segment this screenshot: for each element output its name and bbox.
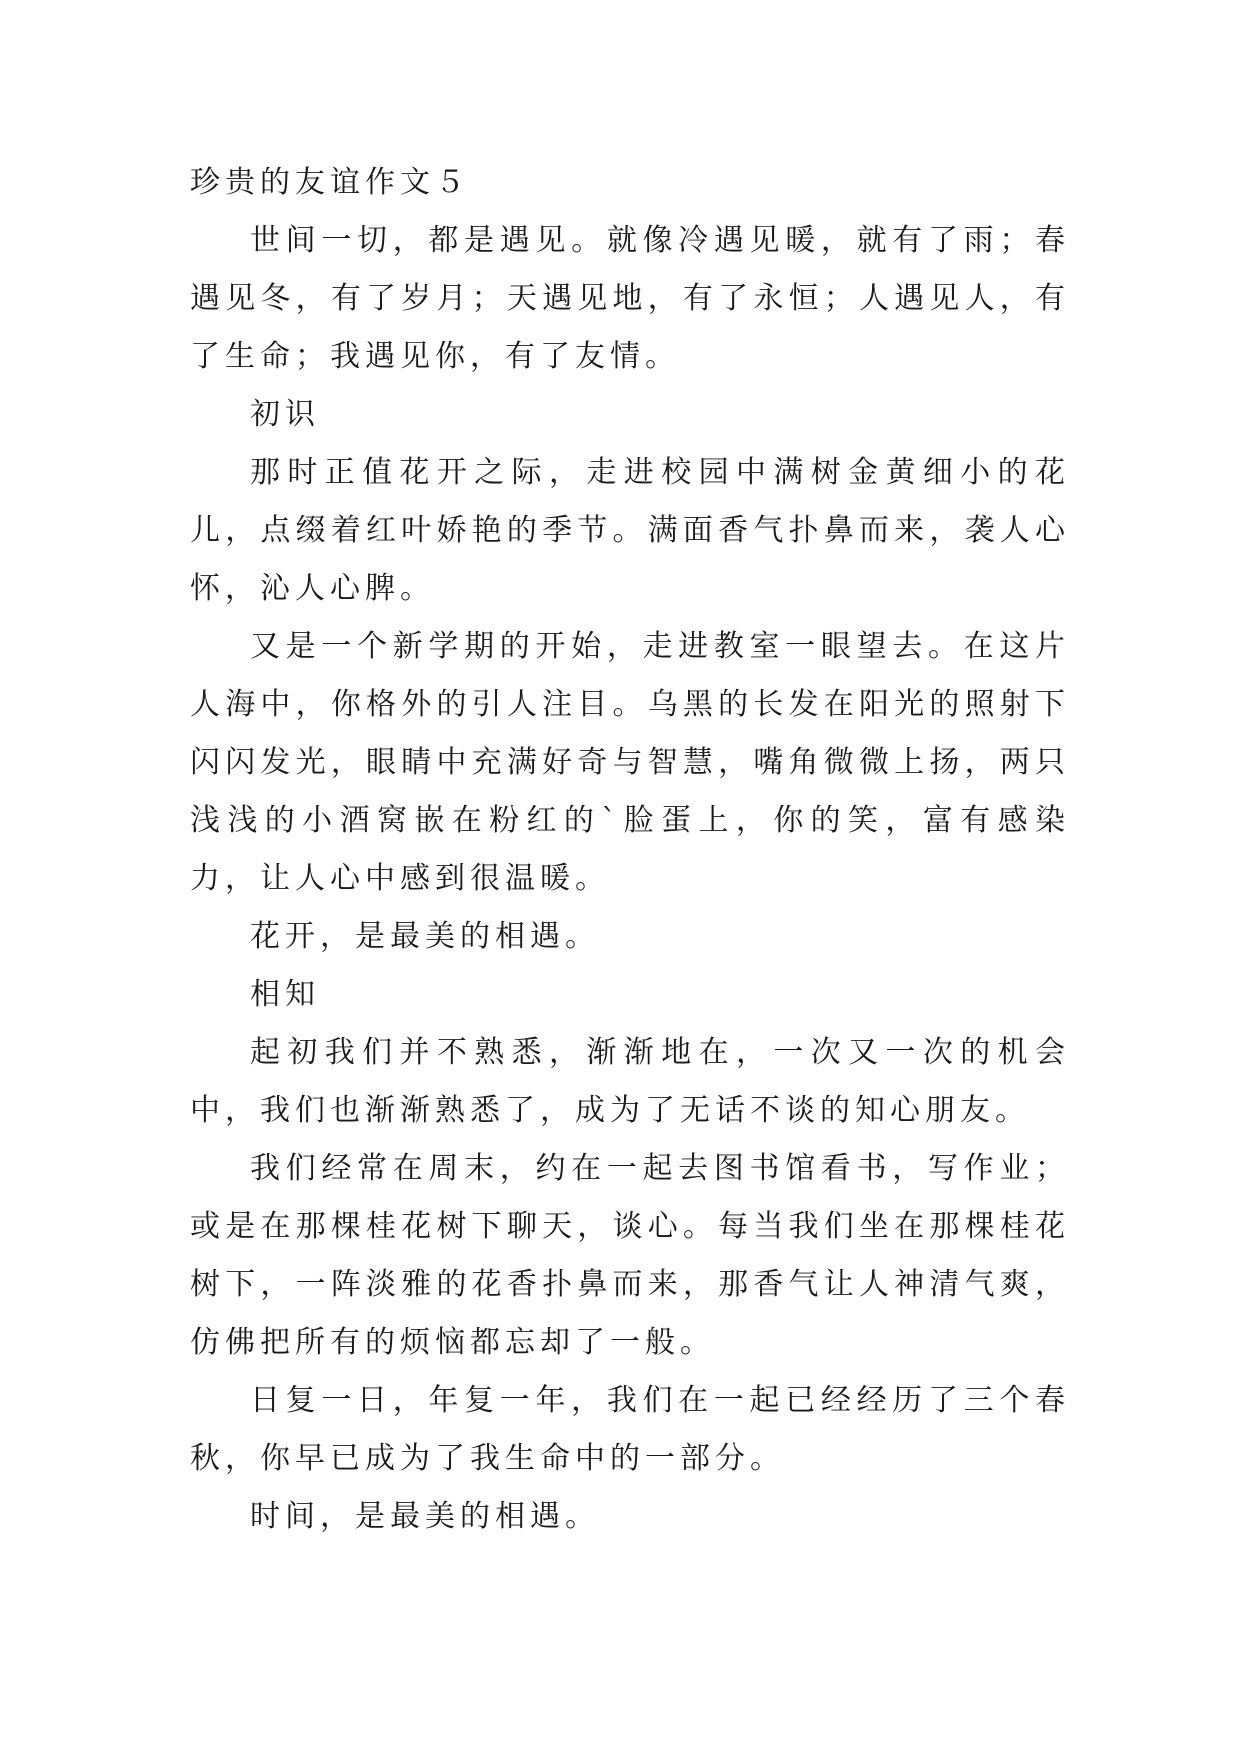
paragraph-4: 花开，是最美的相遇。	[250, 919, 600, 954]
paragraph-2: 那时正值花开之际，走进校园中满树金黄细小的花儿，点缀着红叶娇艳的季节。满面香气扑鼻而来，袭人心怀，沁人心脾。	[190, 455, 1070, 606]
document-body	[190, 154, 1070, 1546]
paragraph-6: 我们经常在周末，约在一起去图书馆看书，写作业；或是在那棵桂花树下聊天，谈心。每当我们坐在那棵桂花树下，一阵淡雅的花香扑鼻而来，那香气让人神清气爽，仿佛把所有的烦恼都忘却了一般。	[190, 1151, 1070, 1360]
paragraph-5: 起初我们并不熟悉，渐渐地在，一次又一次的机会中，我们也渐渐熟悉了，成为了无话不谈的知心朋友。	[190, 1035, 1070, 1128]
document-title: 珍贵的友谊作文５	[190, 165, 470, 200]
section-heading-xiangzhi: 相知	[250, 977, 320, 1012]
paragraph-8: 时间，是最美的相遇。	[250, 1499, 600, 1534]
paragraph-1: 世间一切，都是遇见。就像冷遇见暖，就有了雨；春遇见冬，有了岁月；天遇见地，有了永恒；人遇见人，有了生命；我遇见你，有了友情。	[190, 223, 1070, 374]
section-heading-chushi: 初识	[250, 397, 320, 432]
paragraph-7: 日复一日，年复一年，我们在一起已经经历了三个春秋，你早已成为了我生命中的一部分。	[190, 1383, 1070, 1476]
paragraph-3: 又是一个新学期的开始，走进教室一眼望去。在这片人海中，你格外的引人注目。乌黑的长发在阳光的照射下闪闪发光，眼睛中充满好奇与智慧，嘴角微微上扬，两只浅浅的小酒窝嵌在粉红的`脸蛋上，你的笑，富有感染力，让人心中感到很温暖。	[190, 629, 1070, 896]
